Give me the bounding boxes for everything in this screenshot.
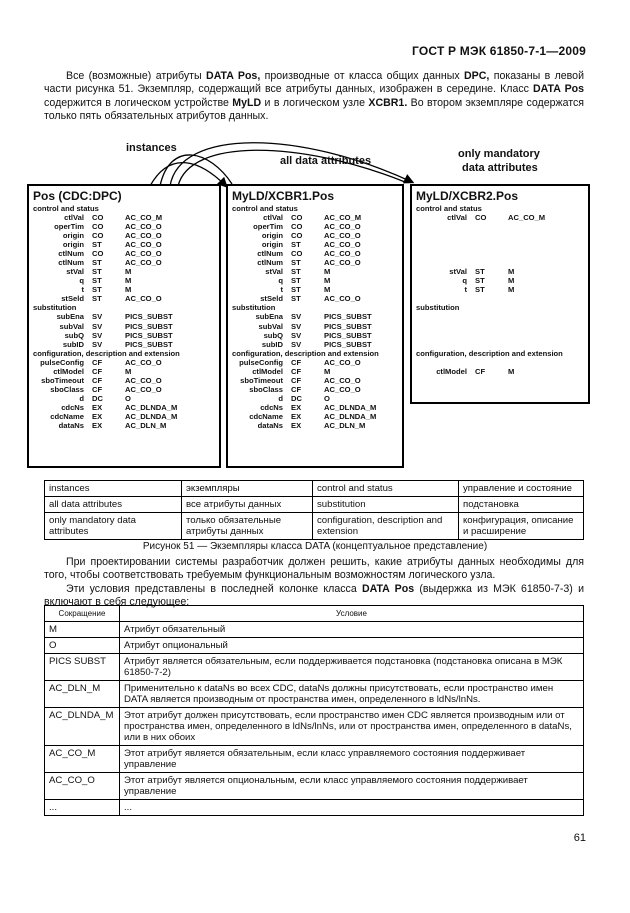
attribute-condition: M [508, 285, 515, 295]
attribute-row [228, 285, 402, 294]
attribute-row [228, 213, 402, 222]
legend-table [44, 480, 584, 540]
attribute-name: stSeld [61, 294, 84, 304]
attribute-name: origin [62, 240, 84, 250]
section-label: substitution [232, 303, 276, 313]
attribute-row [412, 276, 588, 285]
attribute-condition: AC_CO_O [125, 294, 162, 304]
functional-constraint: ST [475, 276, 485, 286]
attribute-row [228, 267, 402, 276]
functional-constraint: SV [291, 339, 302, 349]
functional-constraint: ST [92, 240, 102, 250]
attribute-condition: AC_CO_O [324, 249, 361, 259]
attribute-condition: AC_CO_O [125, 375, 162, 385]
functional-constraint: EX [291, 411, 302, 421]
attribute-name: subID [261, 339, 283, 349]
legend-row [45, 481, 584, 497]
attribute-name: sboClass [50, 384, 84, 394]
functional-constraint: ST [92, 285, 102, 295]
attribute-condition: AC_CO_O [125, 222, 162, 232]
attribute-row [228, 385, 402, 394]
attribute-name: subQ [263, 330, 283, 340]
attribute-row [29, 367, 219, 376]
legend-cell: control and status [313, 481, 459, 497]
class-box-xcbr1-pos [226, 184, 404, 468]
functional-constraint: EX [291, 420, 302, 430]
attribute-row [29, 412, 219, 421]
attribute-condition: M [508, 276, 515, 286]
attribute-row [29, 231, 219, 240]
attribute-row [228, 276, 402, 285]
empty-row [412, 358, 588, 367]
attribute-condition: PICS_SUBST [125, 321, 173, 331]
attribute-condition: AC_CO_O [125, 357, 162, 367]
header-abbreviation: Сокращение [45, 606, 120, 622]
attribute-row [29, 312, 219, 321]
legend-cell: подстановка [459, 497, 584, 513]
condition-row [45, 746, 584, 773]
attribute-row [228, 258, 402, 267]
attribute-row [228, 331, 402, 340]
attribute-name: subID [62, 339, 84, 349]
attribute-row [29, 385, 219, 394]
functional-constraint: CO [92, 222, 104, 232]
attribute-condition: AC_CO_O [125, 258, 162, 268]
legend-cell: только обязательные атрибуты данных [182, 513, 313, 540]
condition-abbreviation: AC_DLN_M [45, 681, 120, 708]
attribute-name: ctlVal [64, 213, 84, 222]
functional-constraint: ST [291, 258, 301, 268]
attribute-row [29, 276, 219, 285]
functional-constraint: SV [92, 330, 103, 340]
functional-constraint: SV [92, 321, 103, 331]
legend-cell: only mandatory data attributes [45, 513, 182, 540]
attribute-name: stSeld [260, 294, 283, 304]
attribute-condition: AC_DLNDA_M [125, 411, 178, 421]
attribute-condition: M [324, 285, 331, 295]
functional-constraint: CO [291, 213, 303, 222]
functional-constraint: ST [291, 276, 301, 286]
functional-constraint: ST [291, 294, 301, 304]
attribute-condition: M [508, 267, 515, 277]
attribute-condition: AC_DLNDA_M [324, 402, 377, 412]
attribute-name: q [79, 276, 84, 286]
condition-abbreviation: AC_CO_M [45, 746, 120, 773]
attribute-name: ctlNum [257, 258, 283, 268]
condition-abbreviation: M [45, 622, 120, 638]
attribute-name: subEna [56, 312, 84, 322]
attribute-condition: M [125, 276, 132, 286]
functional-constraint: CF [291, 357, 302, 367]
functional-constraint: ST [92, 258, 102, 268]
attribute-row [29, 258, 219, 267]
attribute-condition: AC_DLN_M [125, 420, 167, 430]
attribute-row [29, 222, 219, 231]
section-label: control and status [33, 204, 99, 213]
legend-row [45, 497, 584, 513]
functional-constraint: CO [291, 249, 303, 259]
page-number: 61 [573, 832, 586, 844]
attribute-name: q [278, 276, 283, 286]
condition-text: Атрибут обязательный [120, 622, 584, 638]
attribute-row [228, 403, 402, 412]
attribute-row [228, 312, 402, 321]
attribute-row [29, 421, 219, 430]
running-header: ГОСТ Р МЭК 61850-7-1—2009 [412, 44, 586, 58]
attribute-name: cdcName [249, 411, 283, 421]
legend-cell: substitution [313, 497, 459, 513]
condition-row [45, 638, 584, 654]
attribute-condition: AC_CO_O [324, 222, 361, 232]
attribute-condition: PICS_SUBST [125, 330, 173, 340]
attribute-row [29, 240, 219, 249]
label-instances: instances [126, 142, 177, 154]
attribute-condition: PICS_SUBST [125, 312, 173, 322]
functional-constraint: SV [291, 330, 302, 340]
functional-constraint: ST [475, 285, 485, 295]
attribute-condition: AC_CO_O [125, 231, 162, 241]
attribute-row [228, 358, 402, 367]
section-label: substitution [416, 303, 460, 313]
empty-row [412, 312, 588, 321]
condition-row [45, 654, 584, 681]
section-label: configuration, description and extension [232, 348, 379, 358]
attribute-condition: AC_CO_O [125, 249, 162, 259]
section-label: control and status [232, 204, 298, 213]
functional-constraint: CF [291, 384, 302, 394]
functional-constraint: CF [291, 366, 302, 376]
label-all-data-attributes: all data attributes [280, 155, 372, 167]
functional-constraint: DC [92, 393, 103, 403]
attribute-condition: PICS_SUBST [324, 330, 372, 340]
empty-row [412, 222, 588, 231]
functional-constraint: CO [475, 213, 487, 222]
empty-row [412, 294, 588, 303]
attribute-condition: AC_CO_O [324, 384, 361, 394]
attribute-row [412, 267, 588, 276]
functional-constraint: CO [92, 249, 104, 259]
attribute-name: ctlModel [53, 366, 84, 376]
attribute-condition: PICS_SUBST [324, 321, 372, 331]
empty-row [412, 331, 588, 340]
attribute-condition: M [324, 276, 331, 286]
functional-constraint: ST [291, 285, 301, 295]
condition-text: ... [120, 800, 584, 816]
condition-row [45, 708, 584, 746]
attribute-condition: M [125, 267, 132, 277]
intro-paragraph: Все (возможные) атрибуты DATA Pos, производные от класса общих данных DPC, показаны в левой части рисунка 51. Экземпляр, содержащий все атрибуты данных, изображен в середине. Класс DATA Pos содержится в логическом устройстве MyLD и в логическом узле XCBR1. Во втором экземпляре содержатся только пять обязательных атрибутов данных. [44, 70, 584, 123]
condition-row [45, 800, 584, 816]
class-box-pos-dpc [27, 184, 221, 468]
attribute-condition: M [125, 285, 132, 295]
attribute-row [228, 294, 402, 303]
functional-constraint: ST [92, 267, 102, 277]
attribute-row [29, 249, 219, 258]
attribute-name: cdcNs [61, 402, 84, 412]
attribute-name: ctlNum [257, 249, 283, 259]
attribute-condition: AC_CO_O [324, 240, 361, 250]
class-box-xcbr2-pos [410, 184, 590, 404]
legend-cell: экземпляры [182, 481, 313, 497]
attribute-condition: PICS_SUBST [125, 339, 173, 349]
box-title: Pos (CDC:DPC) [33, 189, 122, 203]
attribute-row [29, 322, 219, 331]
attribute-row [29, 331, 219, 340]
condition-row [45, 773, 584, 800]
attribute-name: ctlVal [263, 213, 283, 222]
attribute-condition: O [125, 393, 131, 403]
functional-constraint: SV [92, 312, 103, 322]
label-only-mandatory-2: data attributes [462, 162, 538, 174]
functional-constraint: EX [92, 411, 103, 421]
attribute-name: d [79, 393, 84, 403]
functional-constraint: ST [291, 267, 301, 277]
attribute-name: origin [261, 240, 283, 250]
functional-constraint: CO [291, 222, 303, 232]
attribute-row [29, 394, 219, 403]
attribute-row [412, 367, 588, 376]
attribute-condition: AC_CO_M [324, 213, 362, 222]
condition-text: Применительно к dataNs во всех CDC, dataNs должны присутствовать, если пространство имен DATA является производным от пространства имен, определенного в ldNs/lnNs. [120, 681, 584, 708]
attribute-row [228, 421, 402, 430]
attribute-condition: AC_CO_M [125, 213, 163, 222]
header-condition: Условие [120, 606, 584, 622]
attribute-row [228, 412, 402, 421]
attribute-row [29, 358, 219, 367]
empty-row [412, 240, 588, 249]
condition-text: Атрибут опциональный [120, 638, 584, 654]
empty-row [412, 249, 588, 258]
empty-row [412, 231, 588, 240]
functional-constraint: EX [92, 420, 103, 430]
attribute-name: pulseConfig [40, 357, 84, 367]
attribute-name: subQ [64, 330, 84, 340]
attribute-name: sboTimeout [41, 375, 84, 385]
attribute-name: ctlNum [58, 249, 84, 259]
condition-text: Атрибут является обязательным, если поддерживается подстановка (подстановка описана в МЭК 61850-7-2) [120, 654, 584, 681]
attribute-name: operTim [253, 222, 283, 232]
label-only-mandatory-1: only mandatory [458, 148, 540, 160]
attribute-row [29, 267, 219, 276]
attribute-name: ctlModel [252, 366, 283, 376]
attribute-condition: AC_CO_O [125, 384, 162, 394]
empty-row [412, 322, 588, 331]
functional-constraint: CF [92, 375, 103, 385]
functional-constraint: CO [291, 231, 303, 241]
functional-constraint: ST [291, 240, 301, 250]
condition-text: Этот атрибут является опциональным, если класс управляемого состояния поддерживает управление [120, 773, 584, 800]
attribute-row [228, 231, 402, 240]
attribute-row [29, 376, 219, 385]
attribute-name: t [81, 285, 84, 295]
legend-cell: управление и состояние [459, 481, 584, 497]
attribute-condition: AC_CO_O [324, 375, 361, 385]
condition-abbreviation: AC_DLNDA_M [45, 708, 120, 746]
attribute-name: t [464, 285, 467, 295]
attribute-row [228, 222, 402, 231]
attribute-name: origin [261, 231, 283, 241]
condition-text: Этот атрибут должен присутствовать, если пространство имен CDC является производным или от пространства имен, определенного в ldNs/lnNs, или от пространства имен, определенного в dataNs, или в них обоих [120, 708, 584, 746]
section-label: configuration, description and extension [33, 348, 180, 358]
functional-constraint: CF [475, 366, 486, 376]
attribute-name: ctlModel [436, 366, 467, 376]
attribute-name: ctlVal [447, 213, 467, 222]
empty-row [412, 258, 588, 267]
section-label: substitution [33, 303, 77, 313]
empty-row [412, 340, 588, 349]
attribute-row [29, 294, 219, 303]
attribute-name: t [280, 285, 283, 295]
attribute-condition: PICS_SUBST [324, 312, 372, 322]
legend-cell: instances [45, 481, 182, 497]
attribute-name: cdcName [50, 411, 84, 421]
attribute-name: stVal [66, 267, 84, 277]
attribute-name: subVal [258, 321, 283, 331]
functional-constraint: ST [92, 276, 102, 286]
attribute-name: q [462, 276, 467, 286]
condition-abbreviation: ... [45, 800, 120, 816]
functional-constraint: CF [92, 357, 103, 367]
legend-cell: все атрибуты данных [182, 497, 313, 513]
functional-constraint: CO [92, 231, 104, 241]
attribute-condition: M [324, 267, 331, 277]
attribute-name: d [278, 393, 283, 403]
attribute-row [29, 213, 219, 222]
legend-cell: конфигурация, описание и расширение [459, 513, 584, 540]
attribute-name: sboTimeout [240, 375, 283, 385]
attribute-condition: AC_DLN_M [324, 420, 366, 430]
legend-cell: configuration, description and extension [313, 513, 459, 540]
attribute-condition: PICS_SUBST [324, 339, 372, 349]
attribute-row [412, 213, 588, 222]
condition-abbreviation: O [45, 638, 120, 654]
attribute-name: operTim [54, 222, 84, 232]
functional-constraint: CF [92, 384, 103, 394]
conditions-table [44, 605, 584, 816]
attribute-condition: M [324, 366, 331, 376]
attribute-condition: AC_CO_O [324, 294, 361, 304]
attribute-name: sboClass [249, 384, 283, 394]
section-label: configuration, description and extension [416, 348, 563, 358]
conditions-paragraph: При проектировании системы разработчик должен решить, какие атрибуты данных необходимы для того, чтобы соответствовать требуемым функциональным возможностям логического узла. Эти условия представлены в последней колонке класса DATA Pos (выдержка из МЭК 61850-7-3) и включают в себя следующее: [44, 556, 584, 609]
attribute-name: stVal [449, 267, 467, 277]
attribute-name: subVal [59, 321, 84, 331]
attribute-row [29, 340, 219, 349]
attribute-name: stVal [265, 267, 283, 277]
attribute-condition: AC_CO_O [324, 357, 361, 367]
attribute-condition: AC_DLNDA_M [125, 402, 178, 412]
functional-constraint: SV [92, 339, 103, 349]
functional-constraint: EX [291, 402, 302, 412]
legend-row [45, 513, 584, 540]
attribute-row [228, 376, 402, 385]
attribute-name: dataNs [257, 420, 283, 430]
attribute-name: pulseConfig [239, 357, 283, 367]
functional-constraint: EX [92, 402, 103, 412]
attribute-row [228, 394, 402, 403]
attribute-row [228, 322, 402, 331]
attribute-condition: AC_CO_O [324, 258, 361, 268]
functional-constraint: SV [291, 312, 302, 322]
box-title: MyLD/XCBR2.Pos [416, 189, 519, 203]
condition-text: Этот атрибут является обязательным, если класс управляемого состояния поддерживает управление [120, 746, 584, 773]
attribute-row [29, 403, 219, 412]
attribute-row [228, 249, 402, 258]
condition-abbreviation: AC_CO_O [45, 773, 120, 800]
attribute-condition: AC_CO_O [324, 231, 361, 241]
attribute-row [228, 367, 402, 376]
attribute-row [29, 285, 219, 294]
attribute-condition: AC_CO_M [508, 213, 546, 222]
attribute-condition: M [125, 366, 132, 376]
functional-constraint: CF [291, 375, 302, 385]
functional-constraint: ST [475, 267, 485, 277]
attribute-row [228, 240, 402, 249]
functional-constraint: CO [92, 213, 104, 222]
attribute-name: origin [62, 231, 84, 241]
functional-constraint: ST [92, 294, 102, 304]
attribute-name: subEna [255, 312, 283, 322]
condition-row [45, 622, 584, 638]
attribute-condition: AC_DLNDA_M [324, 411, 377, 421]
attribute-row [412, 285, 588, 294]
box-title: MyLD/XCBR1.Pos [232, 189, 335, 203]
functional-constraint: SV [291, 321, 302, 331]
functional-constraint: CF [92, 366, 103, 376]
attribute-condition: O [324, 393, 330, 403]
attribute-condition: M [508, 366, 515, 376]
functional-constraint: DC [291, 393, 302, 403]
legend-cell: all data attributes [45, 497, 182, 513]
attribute-row [228, 340, 402, 349]
condition-abbreviation: PICS SUBST [45, 654, 120, 681]
attribute-name: ctlNum [58, 258, 84, 268]
attribute-name: dataNs [58, 420, 84, 430]
attribute-name: cdcNs [260, 402, 283, 412]
attribute-condition: AC_CO_O [125, 240, 162, 250]
figure-caption: Рисунок 51 — Экземпляры класса DATA (концептуальное представление) [142, 541, 488, 552]
condition-row [45, 681, 584, 708]
section-label: control and status [416, 204, 482, 213]
